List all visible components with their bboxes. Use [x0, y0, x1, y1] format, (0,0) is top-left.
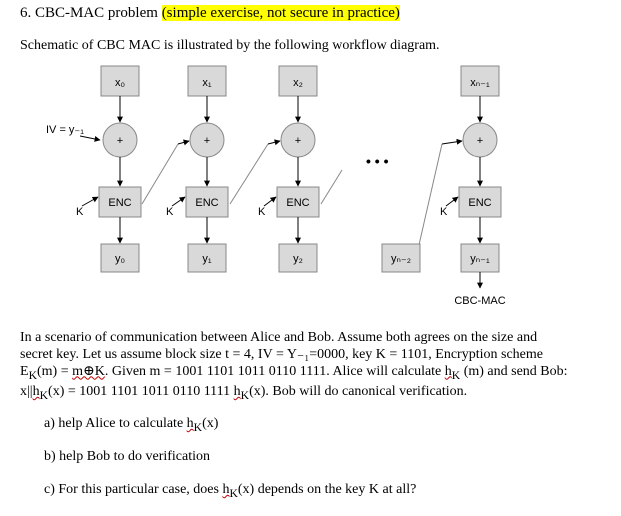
question-a-text: a) help Alice to calculate — [44, 416, 187, 431]
output-block-y1 — [188, 244, 226, 272]
scenario-line-2: secret key. Let us assume block size t = 4, IV = Y₋₁=0000, key K = 1101, Encryption scheme — [20, 346, 543, 362]
enc-formula: m⊕K — [72, 363, 105, 379]
enc-label-2: ENC — [286, 197, 310, 209]
ellipsis: • • • — [366, 153, 389, 169]
xor-node-2 — [281, 123, 315, 157]
enc-block-n-1 — [459, 187, 501, 217]
hk-symbol: $h_K$ — [444, 363, 461, 382]
question-b: b) help Bob to do verification — [44, 449, 211, 464]
enc-label-n-1: ENC — [468, 197, 492, 209]
scenario-line-4 — [20, 384, 605, 405]
xor-symbol-n-1: + — [476, 135, 484, 147]
intro-sentence: Schematic of CBC MAC is illustrated by the following workflow diagram. — [20, 38, 440, 53]
question-a-tail: (x) — [202, 416, 219, 431]
enc-label-1: ENC — [195, 197, 219, 209]
send-bob: (m) and send Bob: — [460, 363, 568, 379]
enc-e: E — [20, 363, 29, 379]
x-concat: x|| — [20, 384, 33, 400]
xor-node-1 — [190, 123, 224, 157]
key-label-n-1: K — [440, 206, 448, 218]
xor-symbol-0: + — [116, 135, 124, 147]
cbc-mac-output-label: CBC-MAC — [454, 295, 506, 307]
input-block-x1 — [188, 66, 226, 96]
input-label-x0: x₀ — [114, 77, 126, 89]
xor-node-0 — [103, 123, 137, 157]
question-c-text: c) For this particular case, does — [44, 482, 223, 497]
input-block-x0 — [101, 66, 139, 96]
input-label-xn-1: xₙ₋₁ — [470, 77, 490, 89]
highlighted-note: (simple exercise, not secure in practice) — [161, 5, 400, 21]
hk-symbol: $h_K$ — [233, 384, 250, 402]
key-label-2: K — [258, 206, 266, 218]
cbc-mac-diagram — [40, 62, 580, 317]
scenario-paragraph — [20, 330, 605, 405]
scenario-line-1: In a scenario of communication between Alice and Bob. Assume both agrees on the size and — [20, 330, 538, 345]
output-label-yn-1: yₙ₋₁ — [470, 253, 490, 265]
enc-block-0 — [99, 187, 141, 217]
enc-label-0: ENC — [108, 197, 132, 209]
enc-m-eq: (m) = — [36, 363, 73, 379]
problem-title — [20, 5, 400, 22]
key-label-0: K — [76, 206, 84, 218]
iv-label: IV = y₋₁ — [46, 124, 84, 136]
output-label-y0: y₀ — [114, 253, 126, 265]
output-block-yn-1 — [461, 244, 499, 272]
output-block-y0 — [101, 244, 139, 272]
hk-symbol: $h_K$ — [32, 384, 49, 402]
input-label-x2: x₂ — [293, 77, 303, 89]
scenario-line-3 — [20, 364, 605, 385]
question-a — [44, 416, 218, 434]
xor-symbol-1: + — [203, 135, 211, 147]
input-block-xn-1 — [461, 66, 499, 96]
question-c — [44, 482, 416, 500]
hk-symbol: $h_K$ — [222, 482, 238, 500]
output-label-y2: y₂ — [293, 253, 303, 265]
hk-symbol: $h_K$ — [186, 416, 203, 434]
output-block-y2 — [279, 244, 317, 272]
enc-block-1 — [186, 187, 228, 217]
input-label-x1: x₁ — [202, 77, 212, 89]
question-c-tail: (x) depends on the key K at all? — [237, 482, 417, 497]
output-label-yn-2: yₙ₋₂ — [391, 253, 411, 265]
enc-e-sub: K — [28, 368, 37, 382]
xor-node-n-1 — [463, 123, 497, 157]
enc-block-2 — [277, 187, 319, 217]
problem-title-prefix: 6. CBC-MAC problem — [20, 5, 162, 21]
output-label-y1: y₁ — [202, 253, 212, 265]
message-bits: (x) = 1001 1101 1011 0110 1111 — [48, 384, 234, 400]
verification-note: (x). Bob will do canonical verification. — [249, 384, 468, 400]
key-label-1: K — [166, 206, 174, 218]
xor-symbol-2: + — [294, 135, 302, 147]
input-block-x2 — [279, 66, 317, 96]
output-block-yn-2 — [382, 244, 420, 272]
given-m: . Given m = 1001 1101 1011 0110 1111. Alice will calculate — [104, 363, 445, 379]
